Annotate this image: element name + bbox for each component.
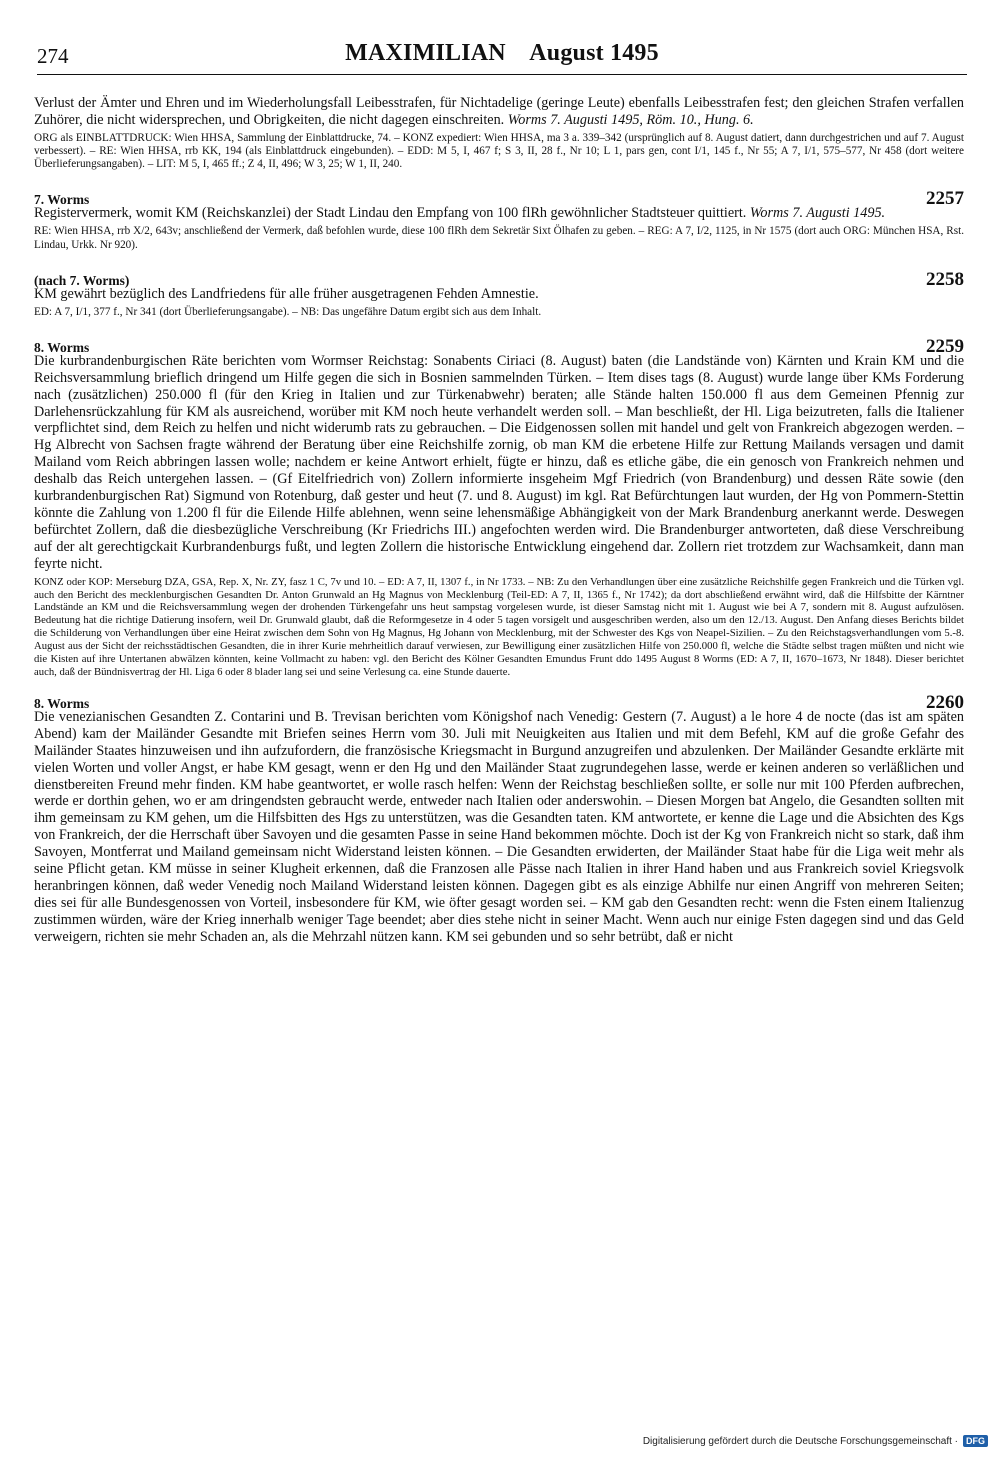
entry-text: KM gewährt bezüglich des Landfriedens für alle früher ausgetragenen Fehden Amnestie.: [34, 285, 539, 302]
entry-text: Die kurbrandenburgischen Räte berichten vom Wormser Reichstag: Sonabents Ciriaci (8. August) baten (die Landstände von) Kärnten und Krain KM und die Reichsversammlung brieflich dringend um Hilfe gegen die sich in Bosnien sammelnden Türken. – Item dises tags (8. August) wurde lange über KMs Forderung nach (zusätzlichen) 250.000 fl (für den Krieg in Italien und zur Türkenabwehr) beraten; alle Stände halten 150.000 fl aus dem Gemeinen Pfennig zur Darlehensrückzahlung für KM als ausreichend, worüber mit KM noch heute verhandelt werden soll. – Man beschließt, der Hl. Liga beizutreten, falls die Italiener verpflichtet sind, dem Reich zu helfen und nicht widerumb rats zu gebrauchen. – Die Eidgenossen sollen mit handel und gelt von Frankreich abgezogen werden. – Hg Albrecht von Sachsen fragte während der Beratung über eine Reichshilfe zornig, ob man KM die erbetene Hilfe zur Rettung Mailands versagen und damit Mailand vom Reich abbringen lassen wolle; nachdem er keine Antwort erhielt, fügte er hinzu, daß es etliche gäbe, die ein genosch von Frankreich nehmen und deshalb das Reich untergehen lassen. – (Gf Eitelfriedrich von) Zollern informierte insgeheim Mgf Friedrich (von Brandenburg) und dessen Räte sowie (den kurbrandenburgischen Rat) Sigmund von Rotenburg, daß gester und heut (7. und 8. August) im kgl. Rat Befürchtungen laut wurden, der Hg von Pommern-Stettin könnte die Zahlung von 1.200 fl für die Eilende Hilfe ablehnen, wenn seine lehensmäßige Abhängigkeit von der Mark Brandenburg anerkannt werde. Deswegen befürchtet Zollern, daß die diesbezügliche Verschreibung (Kr Friedrichs III.) angefochten werden wird. Die Brandenburger antworteten, daß diese Verschreibung auf der alt gerechtigckait Kurbrandenburgs fußt, und legten Zollern die historische Entwicklung eingehend dar. Zollern riet trotzdem zur Wachsamkeit, dann man feyrte nicht.: [34, 352, 964, 572]
entry-text: Die venezianischen Gesandten Z. Contarini und B. Trevisan berichten vom Königshof nach Venedig: Gestern (7. August) a le hore 4 de nocte (das ist am späten Abend) kam der Mailänder Gesandte mit Briefen seines Herrn vom 30. Juli mit Neuigkeiten aus Italien und mit dem Befehl, KM auf die große Gefahr des Mailänder Staates hinzuweisen und ihn aufzufordern, die französische Kriegsmacht in Burgund anzugreifen und abzulenken. Der Mailänder Gesandte erklärte mit vielen Worten und voller Angst, er habe KM gesagt, wenn er den Hg und den Mailänder Staat zugrundegehen lasse, werde er keinen anderen so verläßlichen und dienstbereiten Freund mehr finden. KM habe geantwortet, er wolle rasch helfen: Wenn der Reichstag beschließen sollte, er solle nur mit 100 Pferden aufbrechen, werde er dorthin gehen, wo er am dringendsten gebraucht werde, entweder nach Italien oder anderswohin. – Diesen Morgen bat Angelo, die Gesandten sollten mit ihm gemeinsam zu KM gehen, um die Hilfsbitten des Hgs zu unterstützen, was die Gesandten taten. KM antwortete, er kenne die Lage und die Absichten des Kgs von Frankreich, der die Herrschaft über Savoyen und die gesamten Passe in seine Hand bekommen möchte. Doch ist der Kg von Frankreich nicht so stark, daß ihm Savoyen, Montferrat und Mailand gemeinsam nicht Widerstand leisten können. – Die Gesandten erwiderten, der Mailänder Staat habe für die Liga weit mehr als seine Pflicht getan. KM müsse in seiner Klugheit erkennen, daß die Franzosen alle Pässe nach Italien in ihrer Hand haben und aus Frankreich soviel Kriegsvolk heranbringen können, daß weder Venedig noch Mailand Widerstand leisten können. Dagegen gibt es als einzige Abhilfe nur einen Angriff von mehreren Seiten; dies sei für alle Bundesgenossen von Vorteil, insbesondere für KM, wie öfter gesagt worden sei. – KM gab den Gesandten recht: wenn die Fsten einem Italienzug zustimmen würden, wäre der Krieg innerhalb weniger Tage beendet; aber dies stehe nicht in seiner Macht. Wenn auch nur einige Fsten dagegen sind und das Geld verweigern, richten sie mehr Schaden an, als die Mehrzahl nützen kann. KM sei gebunden und so sehr betrübt, daß er nicht: [34, 708, 964, 945]
entry-note: KONZ oder KOP: Merseburg DZA, GSA, Rep. X, Nr. ZY, fasz 1 C, 7v und 10. – ED: A 7, II, 1307 f., in Nr 1733. – NB: Zu den Verhandlungen über eine zusätzliche Reichshilfe gegen Frankreich und die Türken vgl. auch den Bericht des mecklenburgischen Gesandten Dr. Anton Grunwald an Hg Magnus von Mecklenburg (Teil-ED: A 7, II, 1365 f., Nr 1742); da dort abschließend erwähnt wird, daß die Hilfsbitte der Kärntner Landstände an KM und die Reichsversammlung wegen der drohenden Türkengefahr uns heut sampstag vorgelesen wurde, ist dieser Samstag nicht mit 1. August wie bei A 7, sondern mit 8. August aufzulösen. Bedeutung hat die richtige Datierung insofern, weil Dr. Grunwald glaubt, daß die Reformgesetze in 4 oder 5 tagen vorsigelt und ausgeschriben werden, also um den 12./13. August. Den Anfang dieses Berichts bildet die Schilderung von Verhandlungen über eine Heirat zwischen dem Sohn von Hg Magnus, Hg Johann von Mecklenburg, mit der Schwester des Kgs von Neapel-Sizilien. – Zu den Reichstagsverhandlungen vom 5.-8. August aus der Sicht der reichsstädtischen Gesandten, die in ihrer Kurie mehrheitlich darauf verwiesen, zur Bewilligung einer zusätzlichen Hilfe von 250.000 fl, welche die Städte selbst tragen müßten und nicht wie die Kisten auf ihre Untertanen abwälzen könnten, keine Vollmacht zu haben: vgl. den Bericht des Kölner Gesandten Emundus Frunt ddo 1495 August 8 Worms (ED: A 7, II, 1670–1673, Nr 1848). Dieser berichtet auch, daß der Bündnisvertrag der Hl. Liga 6 oder 8 blader lang sei und seine Verlesung ca. eine Stunde dauerte.: [34, 575, 964, 678]
entry-body: Registervermerk, womit KM (Reichskanzlei) der Stadt Lindau den Empfang von 100 flRh gewöhnlicher Stadtsteuer quittiert.: [34, 205, 747, 222]
entry-number: 2259: [926, 335, 964, 357]
entry-number: 2258: [926, 268, 964, 290]
entry-note: ED: A 7, I/1, 377 f., Nr 341 (dort Überlieferungsangabe). – NB: Das ungefähre Datum ergibt sich aus dem Inhalt.: [34, 305, 542, 318]
dfg-logo: DFG: [963, 1435, 988, 1447]
page-number: 274: [37, 44, 69, 68]
entry-number: 2257: [926, 188, 964, 210]
entry-header: [34, 691, 964, 713]
entry-note: RE: Wien HHSA, rrb X/2, 643v; anschließend der Vermerk, daß befohlen wurde, diese 100 flRh dem Sekretär Sixt Ölhafen zu geben. – REG: A 7, I/2, 1125, in Nr 1575 (dort auch ORG: München HSA, Rst. Lindau, Urkk. Nr 920).: [34, 225, 964, 251]
continuation-datum: Worms 7. Augusti 1495, Röm. 10., Hung. 6.: [507, 111, 754, 128]
continuation-body: Verlust der Ämter und Ehren und im Wiederholungsfall Leibesstrafen, für Nichtadelige (geringe Leute) ebenfalls Leibesstrafen fest; den gleichen Strafen verfallen Zuhörer, die nicht widersprechen, und Obrigkeiten, die nicht dagegen einschreiten.: [34, 95, 964, 128]
running-title: MAXIMILIAN August 1495: [345, 40, 659, 66]
page-header: [37, 38, 967, 78]
entry-header: [34, 335, 964, 357]
entry-text: [34, 205, 964, 222]
page-footer: [643, 1435, 988, 1447]
entry-place: 8. Worms: [34, 339, 90, 355]
entry-2258: [34, 269, 964, 319]
entry-place: 7. Worms: [34, 192, 90, 208]
entry-2260: [34, 692, 964, 946]
page-content: [34, 95, 964, 946]
entry-2257: [34, 188, 964, 251]
entry-2259: [34, 336, 964, 679]
continuation-text: [34, 95, 964, 129]
continuation-note: ORG als EINBLATTDRUCK: Wien HHSA, Sammlung der Einblattdrucke, 74. – KONZ expediert: Wien HHSA, ma 3 a. 339–342 (ursprünglich auf 8. August datiert, dann durchgestrichen und auf 7. August verbessert). – RE: Wien HHSA, rrb KK, 194 (als Einblattdruck eingebunden). – EDD: M 5, I, 467 f; S 3, II, 28 f., Nr 10; L 1, pars gen, cont I/1, 145 f., Nr 55; A 7, I/1, 575–577, Nr 458 (dort weitere Überlieferungsangaben). – LIT: M 5, I, 465 ff.; Z 4, II, 496; W 3, 25; W 1, II, 240.: [34, 131, 964, 171]
footer-credit: Digitalisierung gefördert durch die Deutsche Forschungsgemeinschaft ·: [642, 1435, 958, 1447]
entry-header: [34, 268, 964, 290]
entry-number: 2260: [926, 691, 964, 713]
entry-place: (nach 7. Worms): [34, 272, 130, 288]
header-rule: [37, 74, 967, 75]
continuation-block: [34, 95, 964, 171]
entry-header: [34, 188, 964, 210]
entry-place: 8. Worms: [34, 695, 90, 711]
entry-datum: Worms 7. Augusti 1495.: [749, 205, 886, 222]
